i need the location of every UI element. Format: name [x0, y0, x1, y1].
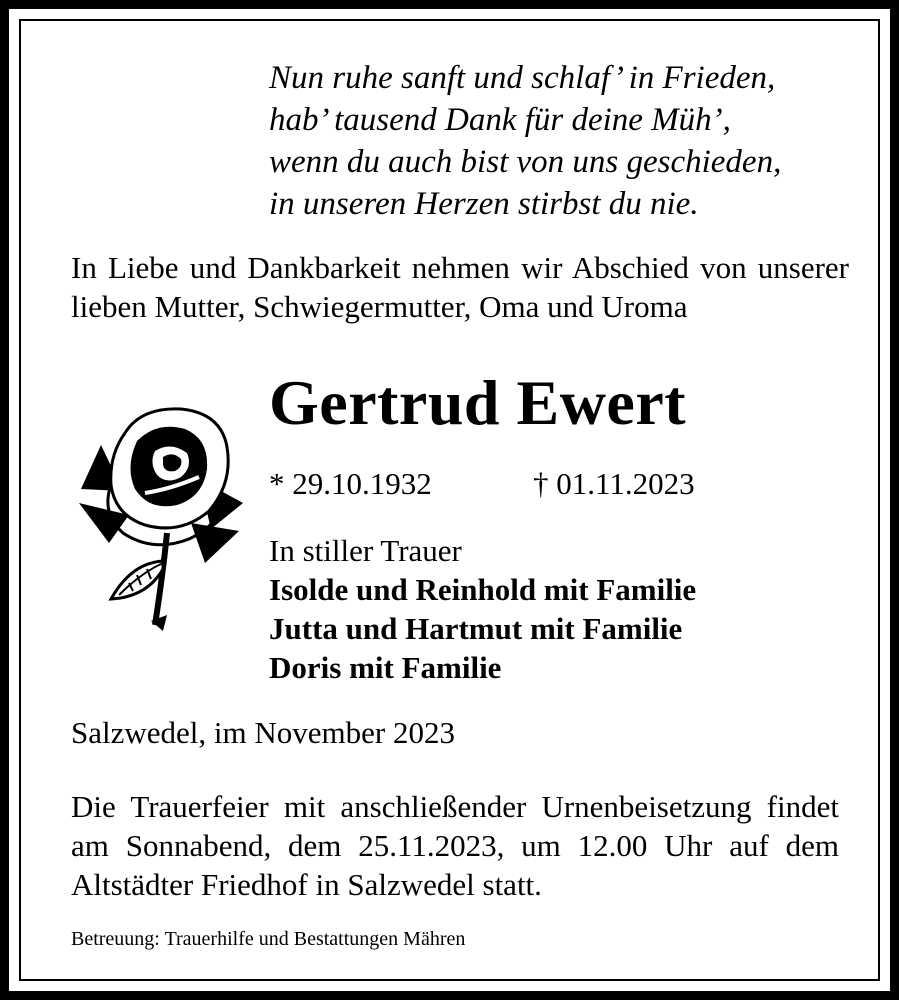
deceased-name: Gertrud Ewert [269, 367, 687, 438]
mourner-family: Isolde und Reinhold mit Familie [269, 572, 697, 607]
life-dates [269, 465, 695, 503]
rose-icon [71, 393, 246, 633]
ceremony-text: Die Trauerfeier mit anschließender Urnenbeisetzung findet am Sonnabend, dem 25.11.2023, um 12.00 Uhr auf dem Altstädter Friedhof in Salzwedel statt. [71, 789, 839, 902]
obituary-card [19, 19, 880, 981]
mourners-heading: In stiller Trauer [269, 533, 462, 568]
page-outer-frame [9, 9, 890, 991]
mourners-block [269, 531, 696, 687]
birth-date: * 29.10.1932 [269, 466, 432, 501]
place-date: Salzwedel, im November 2023 [71, 715, 455, 750]
poem-line: Nun ruhe sanft und schlaf’ in Frieden, [269, 60, 776, 96]
mourner-family: Jutta und Hartmut mit Familie [269, 611, 683, 646]
poem-line: hab’ tausend Dank für deine Müh’, [269, 102, 731, 138]
mourner-family: Doris mit Familie [269, 650, 502, 685]
poem-line: wenn du auch bist von uns geschieden, [269, 144, 782, 180]
poem [269, 57, 781, 225]
intro-text: In Liebe und Dankbarkeit nehmen wir Abschied von unserer lieben Mutter, Schwiegermutter, Oma und Uroma [71, 250, 849, 324]
funeral-home-credit: Betreuung: Trauerhilfe und Bestattungen Mähren [71, 928, 466, 950]
death-date: † 01.11.2023 [533, 466, 695, 501]
poem-line: in unseren Herzen stirbst du nie. [269, 186, 699, 222]
